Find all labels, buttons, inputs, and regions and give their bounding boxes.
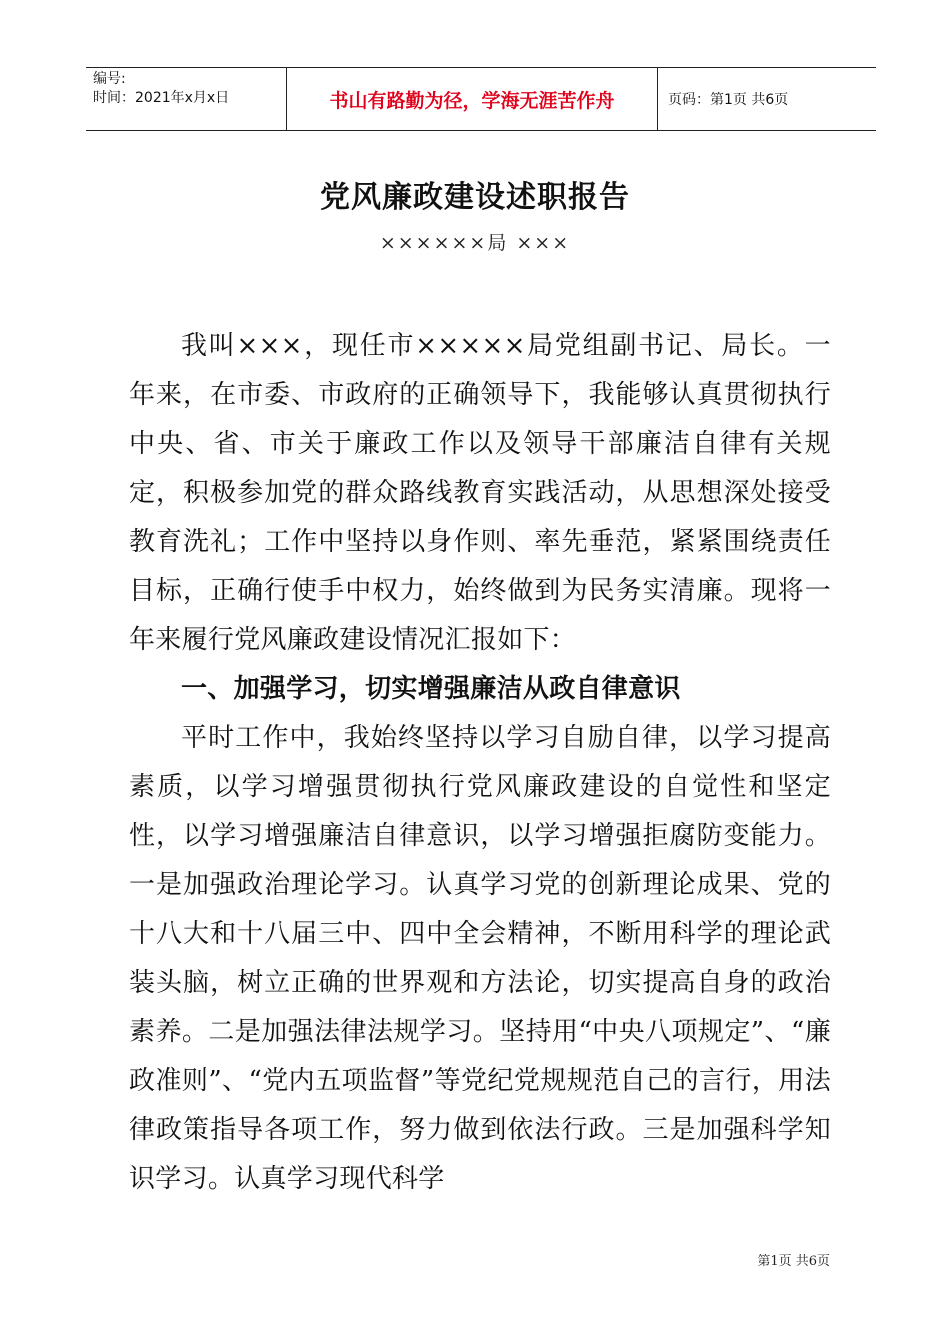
header-motto: 书山有路勤为径，学海无涯苦作舟 <box>286 68 658 130</box>
number-label: 编号: <box>93 71 126 87</box>
header-meta <box>86 68 286 130</box>
page-footer: 第1页 共6页 <box>757 1254 830 1269</box>
time-label: 时间：2021年x月x日 <box>93 90 230 106</box>
intro-paragraph: 我叫×××，现任市×××××局党组副书记、局长。一年来，在市委、市政府的正确领导下，我能够认真贯彻执行中央、省、市关于廉政工作以及领导干部廉洁自律有关规定，积极参加党的群众路线教育实践活动，从思想深处接受教育洗礼；工作中坚持以身作则、率先垂范，紧紧围绕责任目标，正确行使手中权力，始终做到为民务实清廉。现将一年来履行党风廉政建设情况汇报如下： <box>129 331 831 655</box>
document-body <box>129 322 831 1204</box>
section-heading: 一、加强学习，切实增强廉洁从政自律意识 <box>181 674 681 704</box>
header-page-info: 页码：第1页 共6页 <box>668 92 789 108</box>
page-header <box>86 67 876 131</box>
document-title: 党风廉政建设述职报告 <box>320 180 630 215</box>
section-paragraph: 平时工作中，我始终坚持以学习自励自律，以学习提高素质，以学习增强贯彻执行党风廉政建设的自觉性和坚定性，以学习增强廉洁自律意识，以学习增强拒腐防变能力。一是加强政治理论学习。认真学习党的创新理论成果、党的十八大和十八届三中、四中全会精神，不断用科学的理论武装头脑，树立正确的世界观和方法论，切实提高自身的政治素养。二是加强法律法规学习。坚持用“中央八项规定”、“廉政准则”、“党内五项监督”等党纪党规规范自己的言行，用法律政策指导各项工作，努力做到依法行政。三是加强科学知识学习。认真学习现代科学 <box>129 723 831 1194</box>
document-author: ××××××局 ××× <box>379 232 571 254</box>
